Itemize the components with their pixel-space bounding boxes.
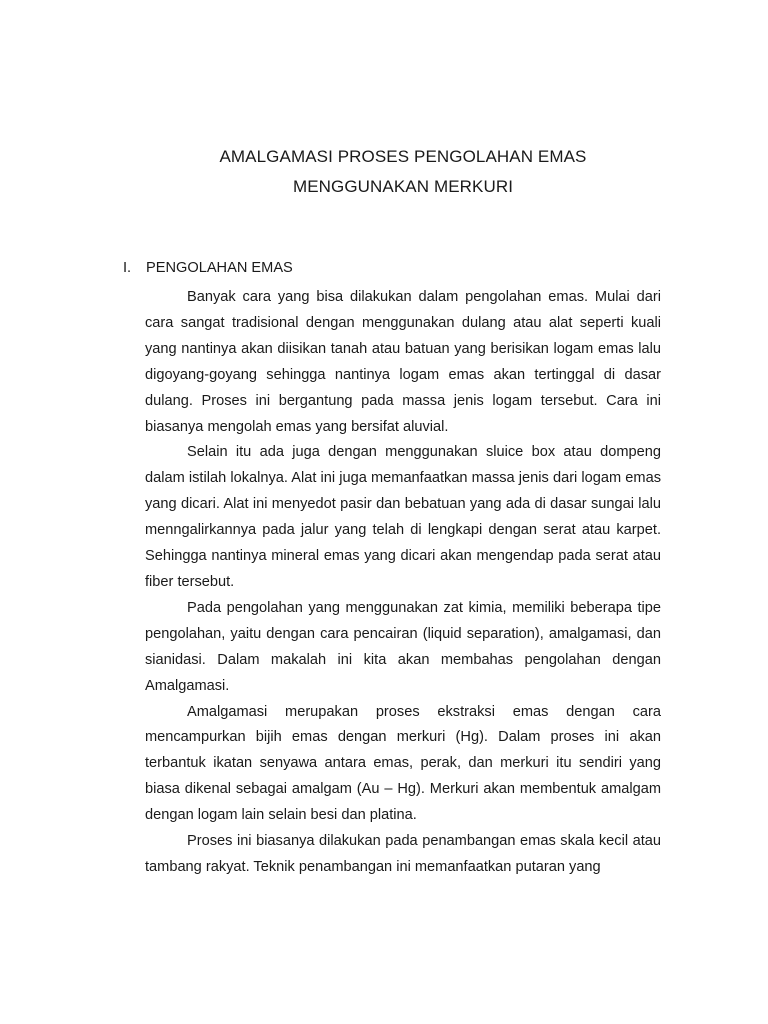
section-heading xyxy=(123,260,293,276)
document-body xyxy=(145,285,661,881)
document-title-line-2: MENGGUNAKAN MERKURI xyxy=(292,177,514,196)
section-title: PENGOLAHAN EMAS xyxy=(146,260,293,276)
document-title-line-1: AMALGAMASI PROSES PENGOLAHAN EMAS xyxy=(219,147,587,166)
paragraph: Selain itu ada juga dengan menggunakan sluice box atau dompeng dalam istilah lokalnya. Alat ini juga memanfaatkan massa jenis dari logam emas yang dicari. Alat ini menyedot pasir dan bebatuan yang ada di dasar sungai lalu menngalirkannya pada jalur yang telah di lengkapi dengan serat atau karpet. Sehingga nantinya mineral emas yang dicari akan mengendap pada serat atau fiber tersebut. xyxy=(145,444,661,590)
paragraph: Proses ini biasanya dilakukan pada penambangan emas skala kecil atau tambang rakyat. Teknik penambangan ini memanfaatkan putaran yang xyxy=(145,833,661,875)
paragraph: Pada pengolahan yang menggunakan zat kimia, memiliki beberapa tipe pengolahan, yaitu dengan cara pencairan (liquid separation), amalgamasi, dan sianidasi. Dalam makalah ini kita akan membahas pengolahan dengan Amalgamasi. xyxy=(145,599,661,694)
paragraph: Banyak cara yang bisa dilakukan dalam pengolahan emas. Mulai dari cara sangat tradisional dengan menggunakan dulang atau alat seperti kuali yang nantinya akan diisikan tanah atau batuan yang berisikan logam emas lalu digoyang-goyang sehingga nantinya logam emas akan tertinggal di dasar dulang. Proses ini bergantung pada massa jenis logam tersebut. Cara ini biasanya mengolah emas yang bersifat aluvial. xyxy=(145,289,661,435)
section-number: I. xyxy=(123,260,132,276)
paragraph: Amalgamasi merupakan proses ekstraksi emas dengan cara mencampurkan bijih emas dengan merkuri (Hg). Dalam proses ini akan terbantuk ikatan senyawa antara emas, perak, dan merkuri itu sendiri yang biasa dikenal sebagai amalgam (Au – Hg). Merkuri akan membentuk amalgam dengan logam lain selain besi dan platina. xyxy=(145,703,661,824)
